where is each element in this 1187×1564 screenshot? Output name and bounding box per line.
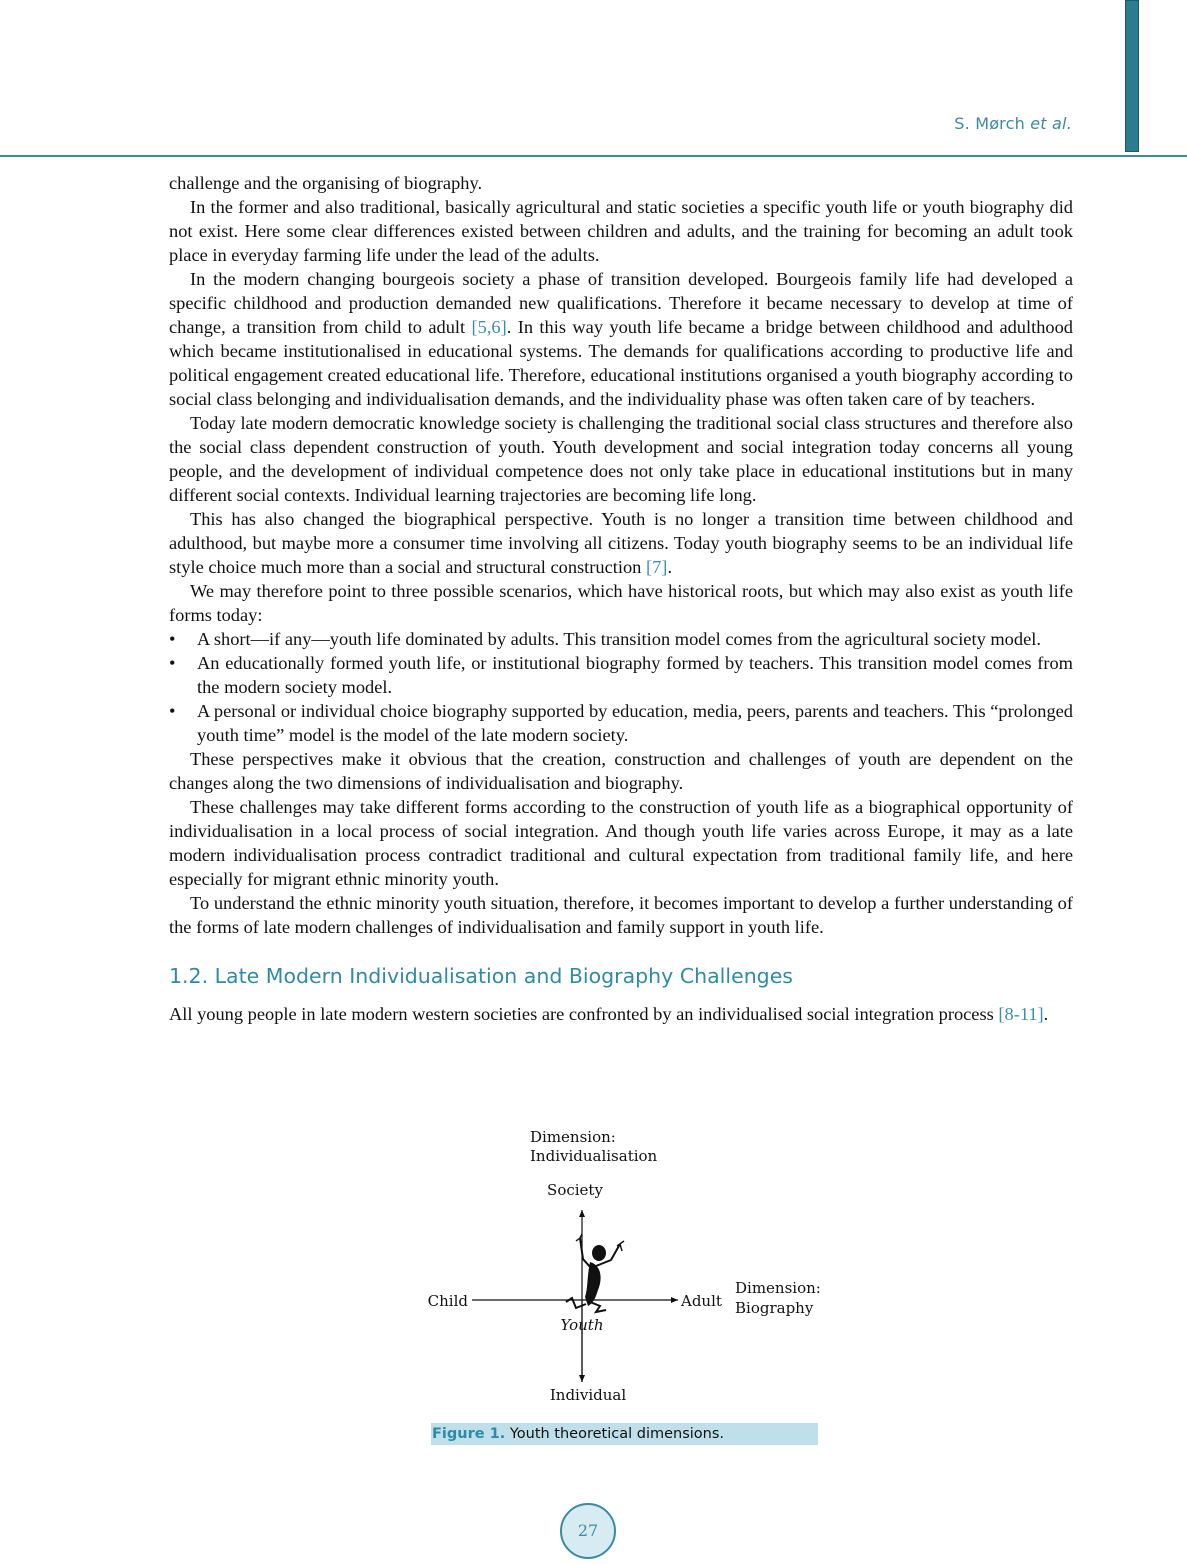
- youth-dimensions-figure: [420, 1120, 840, 1410]
- list-item-text: An educationally formed youth life, or institutional biography formed by teachers. This transition model comes from the modern society model.: [197, 653, 1073, 697]
- paragraph-text: .: [667, 557, 673, 577]
- header-rule: [0, 155, 1187, 157]
- individual-label: Individual: [549, 1386, 627, 1404]
- list-item-text: A personal or individual choice biography supported by education, media, peers, parents and teachers. This “prolonged youth time” model is the model of the late modern society.: [197, 701, 1073, 745]
- bullet-icon: •: [169, 701, 176, 721]
- list-item: [169, 627, 1073, 651]
- paragraph: [169, 267, 1073, 411]
- paragraph: [169, 507, 1073, 579]
- running-head-etal: et al.: [1030, 114, 1072, 133]
- paragraph: Today late modern democratic knowledge society is challenging the traditional social class structures and therefore also the social class dependent construction of youth. Youth development and social integration today concerns all young people, and the development of individual competence does not only take place in educational institutions but in many different social contexts. Individual learning trajectories are becoming life long.: [169, 413, 1073, 505]
- society-label: Society: [547, 1181, 603, 1199]
- paragraph-text: This has also changed the biographical perspective. Youth is no longer a transition time between childhood and adulthood, but maybe more a consumer time involving all citizens. Today youth biography seems to be an individual life style choice much more than a social and structural construction: [169, 509, 1073, 577]
- youth-label: Youth: [560, 1316, 604, 1334]
- biography-dimension-label-line2: Biography: [735, 1299, 814, 1317]
- individualisation-dimension-label-line1: Dimension:: [530, 1128, 616, 1146]
- biography-dimension-label-line1: Dimension:: [735, 1279, 821, 1297]
- section-heading: 1.2. Late Modern Individualisation and Biography Challenges: [169, 964, 793, 988]
- figure-caption: [431, 1423, 818, 1445]
- list-item: [169, 651, 1073, 699]
- citation-link[interactable]: [5,6]: [471, 317, 507, 337]
- page-number-badge: 27: [560, 1503, 616, 1559]
- paragraph: challenge and the organising of biography.: [169, 173, 483, 193]
- figure-caption-text: Youth theoretical dimensions.: [505, 1426, 725, 1442]
- paragraph: These challenges may take different forms according to the construction of youth life as a biographical opportunity of individualisation in a local process of social integration. And though youth life varies across Europe, it may as a late modern individualisation process contradict traditional and cultural expectation from traditional family life, and here especially for migrant ethnic minority youth.: [169, 797, 1073, 889]
- bullet-icon: •: [169, 653, 176, 673]
- adult-label: Adult: [681, 1292, 722, 1310]
- running-head: [954, 114, 1072, 133]
- paragraph-text: All young people in late modern western societies are confronted by an individualised social integration process: [169, 1004, 999, 1024]
- citation-link[interactable]: [8-11]: [998, 1004, 1044, 1024]
- paragraph: We may therefore point to three possible scenarios, which have historical roots, but which may also exist as youth life forms today:: [169, 581, 1073, 625]
- citation-link[interactable]: [7]: [645, 557, 668, 577]
- child-label: Child: [427, 1292, 468, 1310]
- bullet-icon: •: [169, 629, 176, 649]
- figure-caption-label: Figure 1.: [432, 1426, 506, 1442]
- paragraph-text: In the modern changing bourgeois society a phase of transition developed. Bourgeois family life had developed a specific childhood and production demanded new qualifications. Therefore it became necessary to develop at time of change, a transition from child to adult: [169, 269, 1073, 337]
- paragraph: These perspectives make it obvious that the creation, construction and challenges of youth are dependent on the changes along the two dimensions of individualisation and biography.: [169, 749, 1073, 793]
- paragraph: In the former and also traditional, basically agricultural and static societies a specific youth life or youth biography did not exist. Here some clear differences existed between children and adults, and the training for becoming an adult took place in everyday farming life under the lead of the adults.: [169, 197, 1073, 265]
- running-head-author: S. Mørch: [954, 114, 1025, 133]
- individualisation-dimension-label-line2: Individualisation: [530, 1147, 658, 1165]
- list-item: [169, 699, 1073, 747]
- scenario-list: [169, 627, 1073, 747]
- paragraph-text: . In this way youth life became a bridge between childhood and adulthood which became institutionalised in educational systems. The demands for qualifications according to productive life and political engagement created educational life. Therefore, educational institutions organised a youth biography according to social class belonging and individualisation demands, and the individuality phase was often taken care of by teachers.: [169, 317, 1073, 409]
- corner-accent-bar: [1125, 0, 1139, 152]
- paragraph: To understand the ethnic minority youth situation, therefore, it becomes important to develop a further understanding of the forms of late modern challenges of individualisation and family support in youth life.: [169, 893, 1073, 937]
- article-body: [169, 171, 1073, 1026]
- list-item-text: A short—if any—youth life dominated by adults. This transition model comes from the agricultural society model.: [197, 629, 1041, 649]
- paragraph: [169, 1002, 1073, 1026]
- paragraph-text: .: [1043, 1004, 1049, 1024]
